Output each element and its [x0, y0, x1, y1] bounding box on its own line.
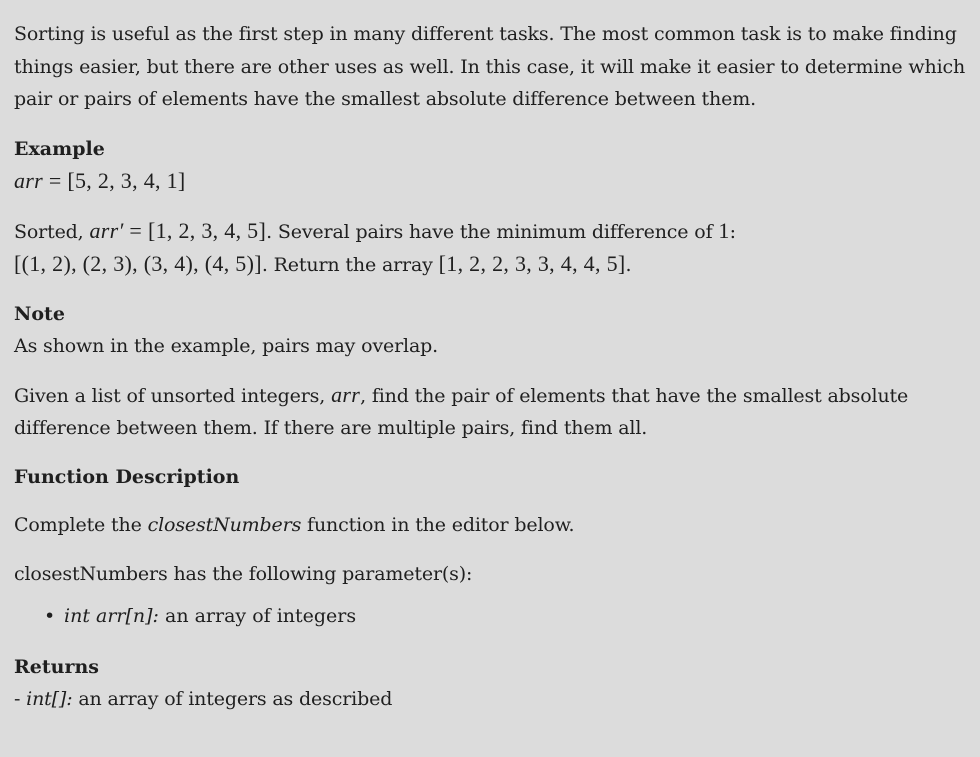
sorted-variable: arr′ — [89, 217, 124, 243]
complete-after: function in the editor below. — [301, 514, 575, 536]
function-description-heading: Function Description — [14, 465, 240, 488]
returns-description: an array of integers as described — [72, 688, 393, 710]
params-list — [14, 600, 966, 633]
param-description: an array of integers — [158, 605, 357, 627]
list-item — [44, 600, 966, 633]
task-before: Given a list of unsorted integers, — [14, 384, 332, 407]
min-difference: 1 — [718, 217, 730, 243]
example-arr-line — [14, 165, 966, 199]
complete-before: Complete the — [14, 514, 148, 536]
param-signature: int arr[n]: — [64, 605, 159, 627]
returns-line — [14, 683, 966, 716]
return-period: . — [625, 254, 632, 276]
arr-value: [5, 2, 3, 4, 1] — [67, 168, 186, 193]
function-name: closestNumbers — [147, 514, 302, 536]
returns-dash: - — [14, 688, 27, 710]
bullet-icon: • — [44, 605, 56, 627]
params-intro: closestNumbers has the following parameter(s): — [14, 562, 473, 585]
equals-sign: = — [48, 168, 62, 193]
returns-type: int[]: — [26, 688, 73, 710]
pairs-line — [14, 248, 966, 282]
sorted-colon: : — [729, 220, 736, 243]
task-after: , find the pair of elements that have the smallest absolute difference between them. If there are multiple pairs, find them all. — [14, 384, 909, 439]
task-variable: arr — [331, 381, 361, 407]
returns-heading: Returns — [14, 655, 99, 678]
intro-paragraph: Sorting is useful as the first step in many different tasks. The most common task is to make finding things easier, but there are other uses as well. In this case, it will make it easier to determine which pair or pairs of elements have the smallest absolute difference between them. — [14, 23, 966, 110]
note-text: As shown in the example, pairs may overlap. — [14, 335, 439, 357]
task-paragraph — [14, 379, 966, 445]
sorted-line — [14, 215, 966, 249]
return-text: . Return the array — [261, 254, 439, 276]
arr-variable: arr — [14, 168, 44, 193]
sorted-suffix: . Several pairs have the minimum difference of — [266, 220, 719, 243]
sorted-prefix: Sorted, — [14, 220, 90, 243]
example-heading: Example — [14, 137, 105, 160]
sorted-equals-sign: = — [129, 217, 143, 243]
pairs-value: [(1, 2), (2, 3), (3, 4), (4, 5)] — [14, 251, 262, 276]
return-value: [1, 2, 2, 3, 3, 4, 4, 5] — [438, 251, 626, 276]
complete-line — [14, 509, 966, 542]
sorted-value: [1, 2, 3, 4, 5] — [147, 217, 267, 243]
note-heading: Note — [14, 302, 65, 325]
